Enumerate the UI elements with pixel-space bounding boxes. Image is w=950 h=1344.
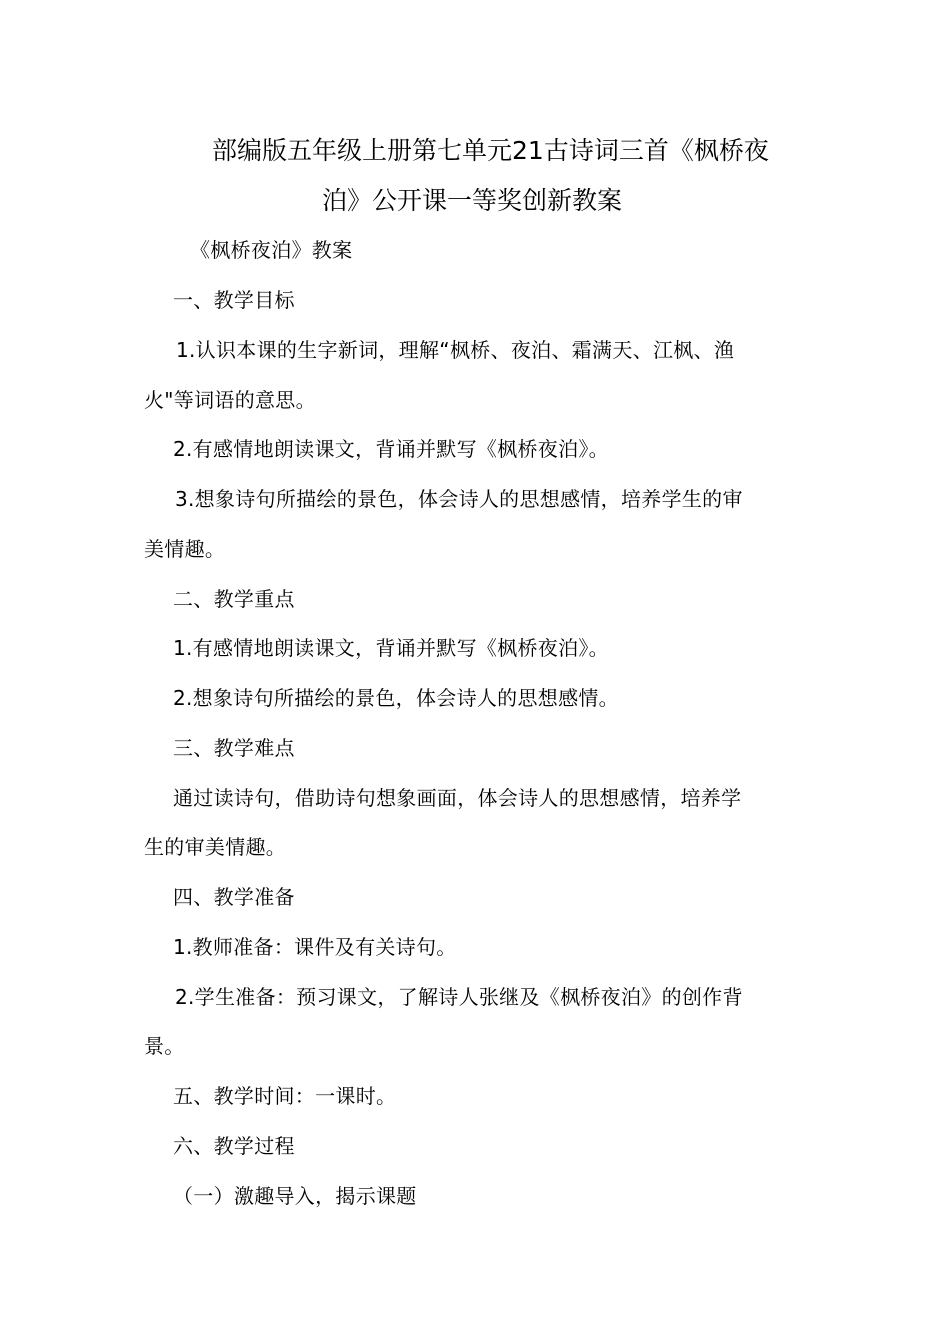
difficulty-line-1: 通过读诗句，借助诗句想象画面，体会诗人的思想感情，培养学 (173, 786, 742, 810)
objective-2: 2.有感情地朗读课文，背诵并默写《枫桥夜泊》。 (173, 437, 609, 461)
objective-3-line-2: 美情趣。 (144, 537, 226, 561)
document-title-line-1: 部编版五年级上册第七单元21古诗词三首《枫桥夜 (212, 136, 769, 165)
key-point-2: 2.想象诗句所描绘的景色，体会诗人的思想感情。 (173, 686, 619, 710)
section-heading-process: 六、教学过程 (173, 1134, 295, 1158)
document-title-line-2: 泊》公开课一等奖创新教案 (322, 186, 623, 215)
objective-1-line-1: 1.认识本课的生字新词，理解“枫桥、夜泊、霜满天、江枫、渔 (176, 338, 735, 362)
section-heading-objectives: 一、教学目标 (173, 288, 295, 312)
key-point-1: 1.有感情地朗读课文，背诵并默写《枫桥夜泊》。 (173, 636, 609, 660)
lesson-plan-heading: 《枫桥夜泊》教案 (190, 238, 353, 262)
section-heading-key-points: 二、教学重点 (173, 587, 295, 611)
process-step-1-heading: （一）激趣导入，揭示课题 (173, 1184, 417, 1208)
preparation-teacher: 1.教师准备：课件及有关诗句。 (173, 935, 457, 959)
objective-3-line-1: 3.想象诗句所描绘的景色，体会诗人的思想感情，培养学生的审 (175, 487, 743, 511)
difficulty-line-2: 生的审美情趣。 (144, 835, 287, 859)
section-heading-preparation: 四、教学准备 (173, 885, 295, 909)
preparation-student-line-2: 景。 (144, 1034, 185, 1058)
preparation-student-line-1: 2.学生准备：预习课文，了解诗人张继及《枫桥夜泊》的创作背 (175, 985, 743, 1009)
objective-1-line-2: 火"等词语的意思。 (144, 388, 316, 412)
section-heading-time: 五、教学时间：一课时。 (173, 1084, 397, 1108)
section-heading-difficulties: 三、教学难点 (173, 736, 295, 760)
